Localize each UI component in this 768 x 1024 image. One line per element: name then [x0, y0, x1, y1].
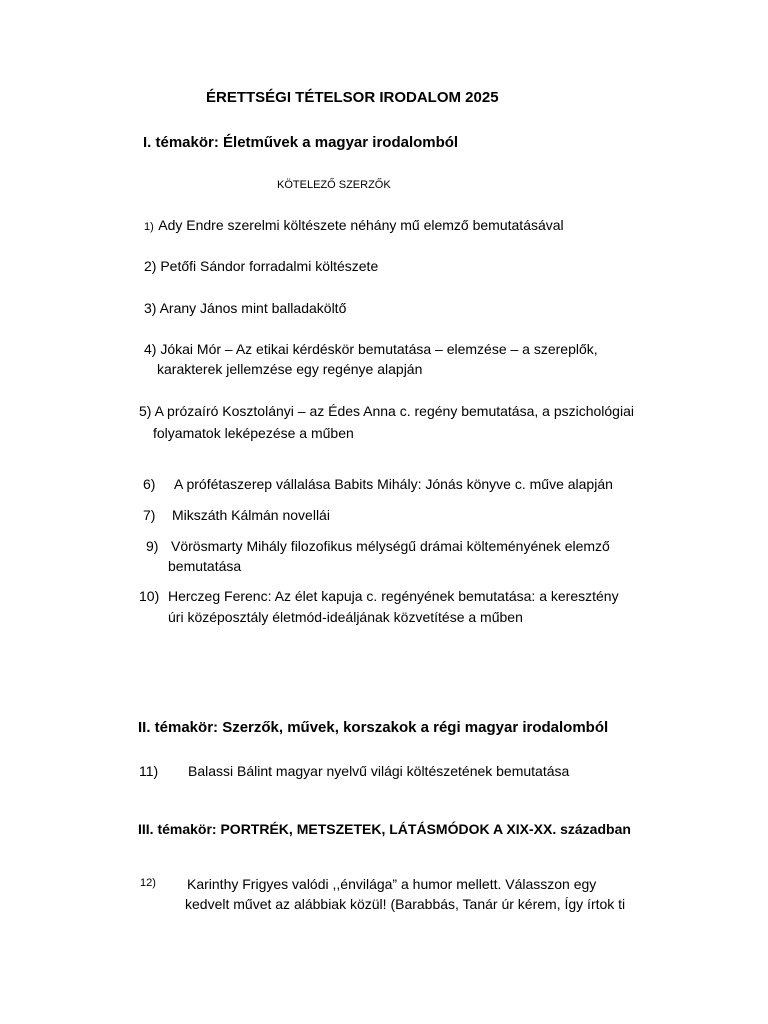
item-text: A prózaíró Kosztolányi – az Édes Anna c. regény bemutatása, a pszichológiai	[154, 403, 634, 419]
item-number: 6)	[143, 476, 156, 492]
item-number: 2)	[144, 258, 157, 274]
list-item	[139, 760, 158, 782]
item-text: Ady Endre szerelmi költészete néhány mű elemző bemutatásával	[158, 217, 564, 233]
item-text: Jókai Mór – Az etikai kérdéskör bemutatása – elemzése – a szereplők,	[160, 341, 598, 357]
item-text: Herczeg Ferenc: Az élet kapuja c. regényének bemutatása: a keresztény	[168, 588, 619, 604]
list-item	[144, 214, 564, 236]
item-text: Karinthy Frigyes valódi ,,énvilága” a humor mellett. Válasszon egy	[187, 876, 597, 892]
list-item	[144, 297, 346, 319]
item-number: 9)	[146, 538, 159, 554]
item-number: 1)	[144, 221, 154, 233]
section-3-heading: III. témakör: PORTRÉK, METSZETEK, LÁTÁSMÓDOK A XIX-XX. században	[138, 821, 631, 837]
section-1-heading: I. témakör: Életművek a magyar irodalomból	[143, 134, 459, 151]
item-text: Balassi Bálint magyar nyelvű világi költészetének bemutatása	[188, 763, 570, 779]
list-item	[143, 473, 155, 495]
item-text: Mikszáth Kálmán novellái	[172, 507, 330, 523]
item-text: Petőfi Sándor forradalmi költészete	[160, 258, 379, 274]
item-text: Arany János mint balladaköltő	[159, 300, 347, 316]
item-text-continuation: úri középosztály életmód-ideáljának közvetítése a műben	[168, 609, 523, 625]
list-item	[139, 400, 634, 422]
item-text-continuation: folyamatok leképezése a műben	[153, 425, 354, 441]
document-title: ÉRETTSÉGI TÉTELSOR IRODALOM 2025	[206, 89, 499, 106]
item-number: 10)	[139, 588, 160, 604]
list-item	[144, 255, 378, 277]
item-text-continuation: kedvelt művet az alábbiak közül! (Barabbás, Tanár úr kérem, Így írtok ti	[185, 896, 626, 912]
list-item	[143, 504, 155, 526]
item-number: 7)	[143, 507, 156, 523]
section-1-subheading: KÖTELEZŐ SZERZŐK	[277, 179, 391, 191]
list-item	[146, 535, 158, 557]
item-number: 12)	[140, 877, 156, 889]
list-item	[139, 585, 159, 607]
list-item	[144, 338, 598, 360]
item-number: 4)	[144, 341, 157, 357]
item-text: A prófétaszerep vállalása Babits Mihály: Jónás könyve c. műve alapján	[174, 476, 613, 492]
item-number: 3)	[144, 300, 157, 316]
item-number: 11)	[139, 763, 159, 779]
item-number: 5)	[139, 403, 152, 419]
item-text: Vörösmarty Mihály filozofikus mélységű drámai költeményének elemző	[171, 538, 610, 554]
item-text-continuation: karakterek jellemzése egy regénye alapján	[157, 361, 423, 377]
item-text-continuation: bemutatása	[168, 558, 242, 574]
section-2-heading: II. témakör: Szerzők, művek, korszakok a régi magyar irodalomból	[138, 719, 609, 736]
